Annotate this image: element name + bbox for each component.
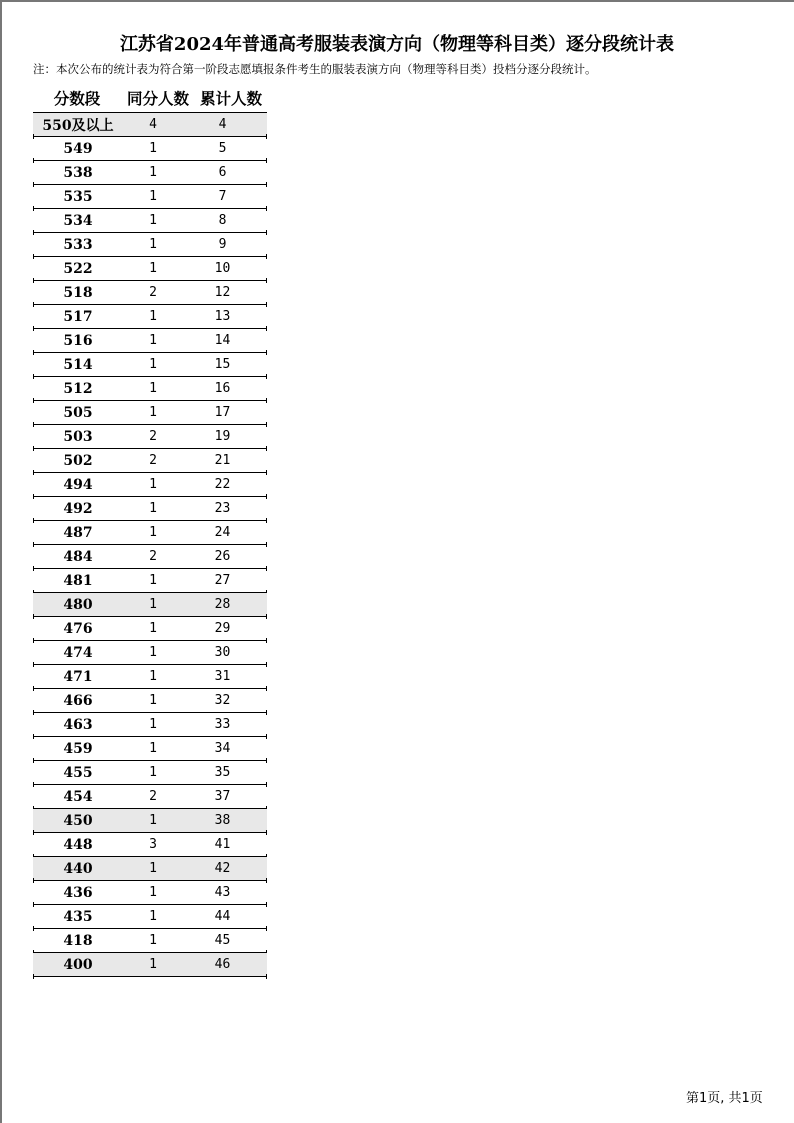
count-cell: 1 bbox=[149, 693, 157, 708]
table-row bbox=[33, 761, 267, 785]
count-cell: 1 bbox=[149, 405, 157, 420]
count-cell: 2 bbox=[149, 549, 157, 564]
count-cell: 1 bbox=[149, 909, 157, 924]
table-row bbox=[33, 209, 267, 233]
count-cell: 2 bbox=[149, 453, 157, 468]
score-cell: 459 bbox=[63, 740, 93, 757]
cumulative-cell: 31 bbox=[214, 669, 231, 684]
document-title: 江苏省2024年普通高考服装表演方向（物理等科目类）逐分段统计表 bbox=[119, 34, 675, 55]
cumulative-cell: 8 bbox=[218, 213, 227, 228]
cumulative-cell: 44 bbox=[214, 909, 231, 924]
count-cell: 1 bbox=[149, 381, 157, 396]
document-note: 注：本次公布的统计表为符合第一阶段志愿填报条件考生的服装表演方向（物理等科目类）投档分逐分段统计。 bbox=[33, 62, 597, 76]
table-row bbox=[33, 665, 267, 689]
cumulative-cell: 23 bbox=[214, 501, 231, 516]
cumulative-cell: 19 bbox=[214, 429, 231, 444]
count-cell: 1 bbox=[149, 717, 157, 732]
score-cell: 481 bbox=[63, 572, 93, 589]
count-cell: 1 bbox=[149, 333, 157, 348]
score-cell: 502 bbox=[63, 452, 93, 469]
table-row bbox=[33, 281, 267, 305]
cumulative-cell: 45 bbox=[214, 933, 231, 948]
score-cell: 494 bbox=[63, 476, 93, 493]
count-cell: 3 bbox=[149, 837, 157, 852]
table-row bbox=[33, 257, 267, 281]
count-cell: 1 bbox=[149, 621, 157, 636]
count-cell: 2 bbox=[149, 285, 157, 300]
table-row bbox=[33, 329, 267, 353]
cumulative-cell: 43 bbox=[214, 885, 231, 900]
count-cell: 1 bbox=[149, 645, 157, 660]
count-cell: 1 bbox=[149, 237, 157, 252]
cumulative-cell: 9 bbox=[218, 237, 227, 252]
cumulative-cell: 17 bbox=[214, 405, 231, 420]
score-cell: 538 bbox=[63, 164, 93, 181]
count-cell: 1 bbox=[149, 477, 157, 492]
score-cell: 516 bbox=[63, 332, 93, 349]
table-row bbox=[33, 713, 267, 737]
cumulative-cell: 10 bbox=[214, 261, 231, 276]
cumulative-cell: 37 bbox=[214, 789, 231, 804]
cumulative-cell: 27 bbox=[214, 573, 231, 588]
cumulative-cell: 33 bbox=[214, 717, 231, 732]
table-body bbox=[33, 112, 267, 977]
table-row bbox=[33, 881, 267, 905]
cumulative-cell: 34 bbox=[214, 741, 231, 756]
score-cell: 518 bbox=[63, 284, 93, 301]
score-cell: 533 bbox=[63, 236, 93, 253]
table-row bbox=[33, 617, 267, 641]
table-row bbox=[33, 425, 267, 449]
table-row bbox=[33, 377, 267, 401]
cumulative-cell: 30 bbox=[214, 645, 231, 660]
cumulative-cell: 28 bbox=[214, 597, 231, 612]
score-cell: 436 bbox=[63, 884, 93, 901]
cumulative-cell: 35 bbox=[214, 765, 231, 780]
table-row bbox=[33, 449, 267, 473]
table-row bbox=[33, 161, 267, 185]
cumulative-cell: 7 bbox=[218, 189, 227, 204]
table-row bbox=[33, 953, 267, 977]
header-score: 分数段 bbox=[53, 90, 101, 108]
cumulative-cell: 4 bbox=[218, 117, 227, 132]
count-cell: 1 bbox=[149, 309, 157, 324]
cumulative-cell: 16 bbox=[214, 381, 231, 396]
score-cell: 480 bbox=[63, 596, 93, 613]
score-cell: 535 bbox=[63, 188, 93, 205]
page-indicator: 第1页, 共1页 bbox=[686, 1091, 763, 1106]
table-row bbox=[33, 497, 267, 521]
table-header bbox=[33, 84, 267, 112]
score-cell: 534 bbox=[63, 212, 93, 229]
score-cell: 466 bbox=[63, 692, 93, 709]
count-cell: 1 bbox=[149, 765, 157, 780]
count-cell: 1 bbox=[149, 957, 157, 972]
score-cell: 505 bbox=[63, 404, 93, 421]
score-cell: 484 bbox=[63, 548, 93, 565]
table-row bbox=[33, 473, 267, 497]
cumulative-cell: 6 bbox=[218, 165, 227, 180]
score-cell: 454 bbox=[63, 788, 93, 805]
score-cell: 440 bbox=[63, 860, 93, 877]
count-cell: 1 bbox=[149, 165, 157, 180]
count-cell: 1 bbox=[149, 501, 157, 516]
cumulative-cell: 42 bbox=[214, 861, 231, 876]
count-cell: 1 bbox=[149, 933, 157, 948]
score-cell: 522 bbox=[63, 260, 93, 277]
table-row bbox=[33, 305, 267, 329]
table-row bbox=[33, 185, 267, 209]
count-cell: 1 bbox=[149, 357, 157, 372]
page-edge-top bbox=[0, 0, 794, 2]
cumulative-cell: 46 bbox=[214, 957, 231, 972]
cumulative-cell: 24 bbox=[214, 525, 231, 540]
table-row bbox=[33, 929, 267, 953]
cumulative-cell: 5 bbox=[218, 141, 227, 156]
score-cell: 448 bbox=[63, 836, 93, 853]
count-cell: 1 bbox=[149, 597, 157, 612]
table-row bbox=[33, 521, 267, 545]
table-row bbox=[33, 593, 267, 617]
count-cell: 4 bbox=[149, 117, 157, 132]
score-cell: 463 bbox=[63, 716, 93, 733]
page-edge-left bbox=[0, 0, 2, 1123]
count-cell: 1 bbox=[149, 141, 157, 156]
table-row bbox=[33, 569, 267, 593]
table-row bbox=[33, 401, 267, 425]
score-cell: 418 bbox=[63, 932, 93, 949]
count-cell: 1 bbox=[149, 213, 157, 228]
score-cell: 550及以上 bbox=[42, 117, 114, 134]
cumulative-cell: 41 bbox=[214, 837, 231, 852]
cumulative-cell: 22 bbox=[214, 477, 231, 492]
table-row bbox=[33, 737, 267, 761]
score-distribution-table bbox=[33, 84, 267, 977]
score-cell: 400 bbox=[63, 956, 93, 973]
score-cell: 487 bbox=[63, 524, 93, 541]
count-cell: 1 bbox=[149, 741, 157, 756]
cumulative-cell: 13 bbox=[214, 309, 231, 324]
count-cell: 1 bbox=[149, 885, 157, 900]
count-cell: 1 bbox=[149, 189, 157, 204]
cumulative-cell: 21 bbox=[214, 453, 231, 468]
count-cell: 2 bbox=[149, 789, 157, 804]
count-cell: 2 bbox=[149, 429, 157, 444]
header-cumulative: 累计人数 bbox=[199, 90, 262, 108]
count-cell: 1 bbox=[149, 525, 157, 540]
table-row bbox=[33, 137, 267, 161]
score-cell: 492 bbox=[63, 500, 93, 517]
table-row bbox=[33, 641, 267, 665]
score-cell: 474 bbox=[63, 644, 93, 661]
table-row bbox=[33, 233, 267, 257]
cumulative-cell: 29 bbox=[214, 621, 231, 636]
header-count: 同分人数 bbox=[126, 90, 189, 108]
count-cell: 1 bbox=[149, 813, 157, 828]
table-row bbox=[33, 689, 267, 713]
score-cell: 549 bbox=[63, 140, 93, 157]
score-cell: 435 bbox=[63, 908, 93, 925]
score-cell: 450 bbox=[63, 812, 93, 829]
score-cell: 455 bbox=[63, 764, 93, 781]
score-cell: 514 bbox=[63, 356, 93, 373]
cumulative-cell: 26 bbox=[214, 549, 231, 564]
table-row bbox=[33, 809, 267, 833]
cumulative-cell: 12 bbox=[214, 285, 231, 300]
count-cell: 1 bbox=[149, 669, 157, 684]
score-cell: 503 bbox=[63, 428, 93, 445]
table-row bbox=[33, 112, 267, 137]
score-cell: 512 bbox=[63, 380, 93, 397]
table-row bbox=[33, 353, 267, 377]
count-cell: 1 bbox=[149, 573, 157, 588]
cumulative-cell: 14 bbox=[214, 333, 231, 348]
cumulative-cell: 38 bbox=[214, 813, 231, 828]
table-row bbox=[33, 857, 267, 881]
score-cell: 517 bbox=[63, 308, 93, 325]
score-cell: 476 bbox=[63, 620, 93, 637]
table-row bbox=[33, 833, 267, 857]
table-row bbox=[33, 785, 267, 809]
count-cell: 1 bbox=[149, 261, 157, 276]
count-cell: 1 bbox=[149, 861, 157, 876]
cumulative-cell: 15 bbox=[214, 357, 231, 372]
cumulative-cell: 32 bbox=[214, 693, 231, 708]
table-row bbox=[33, 545, 267, 569]
score-cell: 471 bbox=[63, 668, 93, 685]
table-row bbox=[33, 905, 267, 929]
